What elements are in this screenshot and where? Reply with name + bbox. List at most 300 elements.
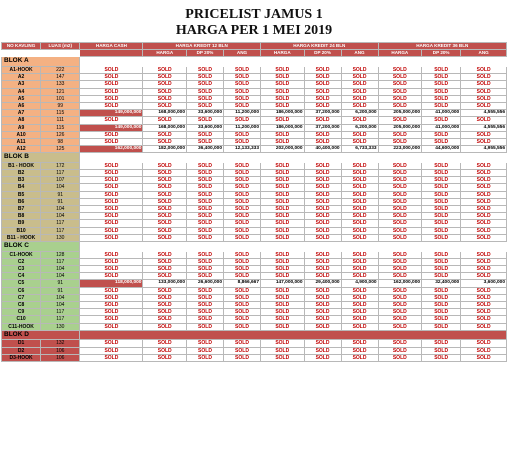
sold-cell: SOLD [341, 265, 378, 272]
sold-cell: SOLD [378, 227, 422, 234]
sold-cell: SOLD [224, 206, 261, 213]
sold-cell: SOLD [187, 206, 224, 213]
sold-cell: SOLD [304, 287, 341, 294]
unit-cell: B5 [2, 191, 41, 198]
sold-cell: SOLD [341, 227, 378, 234]
sold-cell: SOLD [143, 198, 187, 205]
sold-cell: SOLD [378, 131, 422, 138]
sold-cell: SOLD [143, 227, 187, 234]
sold-cell: SOLD [224, 287, 261, 294]
sold-cell: SOLD [378, 74, 422, 81]
unit-cell: B8 [2, 213, 41, 220]
unit-cell: A2 [2, 74, 41, 81]
sold-cell: SOLD [304, 354, 341, 361]
price-cell: 186,000,000 [261, 110, 305, 117]
sold-cell: SOLD [143, 177, 187, 184]
table-row [2, 323, 507, 330]
sold-cell: SOLD [378, 234, 422, 241]
sold-cell: SOLD [422, 220, 461, 227]
sold-cell: SOLD [422, 273, 461, 280]
sold-cell: SOLD [304, 198, 341, 205]
sold-cell: SOLD [261, 81, 305, 88]
sold-cell: SOLD [187, 302, 224, 309]
sold-cell: SOLD [341, 88, 378, 95]
sold-cell: SOLD [341, 138, 378, 145]
luas-cell: 130 [41, 234, 80, 241]
block-name: BLOK B [2, 153, 80, 163]
sold-cell: SOLD [143, 354, 187, 361]
luas-cell: 117 [41, 309, 80, 316]
price-cell: 11,200,000 [224, 124, 261, 131]
table-row [2, 302, 507, 309]
sold-cell: SOLD [261, 287, 305, 294]
sold-cell: SOLD [224, 347, 261, 354]
sold-cell: SOLD [224, 81, 261, 88]
table-row [2, 198, 507, 205]
sold-cell: SOLD [341, 95, 378, 102]
sold-cell: SOLD [261, 206, 305, 213]
table-row [2, 184, 507, 191]
sold-cell: SOLD [341, 347, 378, 354]
sold-cell: SOLD [80, 265, 143, 272]
luas-cell: 104 [41, 302, 80, 309]
price-cell: 182,000,000 [143, 146, 187, 153]
sold-cell: SOLD [422, 316, 461, 323]
price-cell: 37,200,000 [304, 110, 341, 117]
sold-cell: SOLD [422, 131, 461, 138]
sold-cell: SOLD [187, 170, 224, 177]
unit-cell: A9 [2, 124, 41, 131]
subheader-harga-12: HARGA [143, 50, 187, 57]
sold-cell: SOLD [224, 138, 261, 145]
sold-cell: SOLD [461, 213, 507, 220]
sold-cell: SOLD [304, 227, 341, 234]
table-row [2, 213, 507, 220]
sold-cell: SOLD [143, 66, 187, 73]
sold-cell: SOLD [341, 117, 378, 124]
cash-price-cell: 149,000,000 [80, 110, 143, 117]
sold-cell: SOLD [224, 198, 261, 205]
sold-cell: SOLD [422, 162, 461, 169]
page-subtitle: HARGA PER 1 MEI 2019 [175, 23, 333, 38]
sold-cell: SOLD [378, 287, 422, 294]
sold-cell: SOLD [304, 138, 341, 145]
header-row [2, 43, 507, 50]
sold-cell: SOLD [143, 74, 187, 81]
subheader-dp-24: DP 20% [304, 50, 341, 57]
table-row [2, 220, 507, 227]
sold-cell: SOLD [143, 309, 187, 316]
sold-cell: SOLD [224, 191, 261, 198]
luas-cell: 117 [41, 258, 80, 265]
price-cell: 3,600,000 [461, 280, 507, 287]
sold-cell: SOLD [143, 340, 187, 347]
sold-cell: SOLD [304, 88, 341, 95]
sold-cell: SOLD [378, 88, 422, 95]
sold-cell: SOLD [80, 227, 143, 234]
price-cell: 29,400,000 [304, 280, 341, 287]
sold-cell: SOLD [80, 251, 143, 258]
sold-cell: SOLD [422, 191, 461, 198]
luas-cell: 104 [41, 184, 80, 191]
header-kredit-36: HARGA KREDIT 36 BLN [378, 43, 506, 50]
unit-cell: A11 [2, 138, 41, 145]
sold-cell: SOLD [143, 206, 187, 213]
luas-cell: 104 [41, 213, 80, 220]
sold-cell: SOLD [461, 162, 507, 169]
unit-cell: C9 [2, 309, 41, 316]
sold-cell: SOLD [304, 251, 341, 258]
sold-cell: SOLD [143, 184, 187, 191]
unit-cell: A5 [2, 95, 41, 102]
sold-cell: SOLD [80, 95, 143, 102]
header-unit: NO KAVLING [2, 43, 41, 50]
luas-cell: 99 [41, 102, 80, 109]
block-header-fill [80, 242, 507, 252]
sold-cell: SOLD [80, 191, 143, 198]
luas-cell: 126 [41, 131, 80, 138]
block-header-row [2, 242, 507, 252]
sold-cell: SOLD [304, 117, 341, 124]
sold-cell: SOLD [341, 102, 378, 109]
luas-cell: 104 [41, 206, 80, 213]
sold-cell: SOLD [143, 170, 187, 177]
unit-cell: A3 [2, 81, 41, 88]
sold-cell: SOLD [304, 213, 341, 220]
sold-cell: SOLD [80, 74, 143, 81]
luas-cell: 117 [41, 220, 80, 227]
sold-cell: SOLD [261, 302, 305, 309]
price-cell: 6,200,000 [341, 124, 378, 131]
sold-cell: SOLD [304, 323, 341, 330]
table-row [2, 227, 507, 234]
price-cell: 205,000,000 [378, 124, 422, 131]
luas-cell: 104 [41, 294, 80, 301]
sold-cell: SOLD [187, 294, 224, 301]
unit-cell: B1 - HOOK [2, 162, 41, 169]
price-cell: 186,000,000 [261, 124, 305, 131]
sold-cell: SOLD [341, 74, 378, 81]
sold-cell: SOLD [187, 309, 224, 316]
sold-cell: SOLD [422, 234, 461, 241]
sold-cell: SOLD [143, 102, 187, 109]
price-cell: 37,200,000 [304, 124, 341, 131]
luas-cell: 104 [41, 273, 80, 280]
sold-cell: SOLD [378, 323, 422, 330]
sold-cell: SOLD [143, 138, 187, 145]
sold-cell: SOLD [143, 95, 187, 102]
sold-cell: SOLD [422, 95, 461, 102]
table-row [2, 110, 507, 117]
subheader-ang-12: ANG [224, 50, 261, 57]
sold-cell: SOLD [422, 227, 461, 234]
block-header-fill [80, 57, 507, 67]
sold-cell: SOLD [224, 309, 261, 316]
sold-cell: SOLD [461, 184, 507, 191]
sold-cell: SOLD [261, 347, 305, 354]
table-row [2, 309, 507, 316]
sold-cell: SOLD [187, 177, 224, 184]
sold-cell: SOLD [224, 66, 261, 73]
sold-cell: SOLD [304, 206, 341, 213]
sold-cell: SOLD [80, 294, 143, 301]
sold-cell: SOLD [461, 251, 507, 258]
header-cash: HARGA CASH [80, 43, 143, 50]
sold-cell: SOLD [378, 294, 422, 301]
sold-cell: SOLD [80, 309, 143, 316]
sold-cell: SOLD [261, 162, 305, 169]
sold-cell: SOLD [422, 302, 461, 309]
sold-cell: SOLD [304, 177, 341, 184]
price-cell: 32,400,000 [422, 280, 461, 287]
table-row [2, 131, 507, 138]
sold-cell: SOLD [80, 287, 143, 294]
unit-cell: C11-HOOK [2, 323, 41, 330]
unit-cell: B7 [2, 206, 41, 213]
sold-cell: SOLD [80, 347, 143, 354]
price-cell: 4,900,000 [341, 280, 378, 287]
sold-cell: SOLD [261, 340, 305, 347]
unit-cell: D3-HOOK [2, 354, 41, 361]
sold-cell: SOLD [422, 102, 461, 109]
sold-cell: SOLD [341, 354, 378, 361]
sold-cell: SOLD [261, 95, 305, 102]
sold-cell: SOLD [143, 258, 187, 265]
sold-cell: SOLD [187, 287, 224, 294]
sold-cell: SOLD [261, 294, 305, 301]
luas-cell: 107 [41, 177, 80, 184]
luas-cell: 117 [41, 170, 80, 177]
sold-cell: SOLD [143, 302, 187, 309]
sold-cell: SOLD [378, 117, 422, 124]
sold-cell: SOLD [187, 95, 224, 102]
table-row [2, 117, 507, 124]
price-cell: 6,733,333 [341, 146, 378, 153]
sold-cell: SOLD [143, 234, 187, 241]
sold-cell: SOLD [422, 309, 461, 316]
unit-cell: A4 [2, 88, 41, 95]
sold-cell: SOLD [378, 220, 422, 227]
luas-cell: 106 [41, 354, 80, 361]
table-row [2, 273, 507, 280]
unit-cell: B10 [2, 227, 41, 234]
table-row [2, 66, 507, 73]
sold-cell: SOLD [378, 191, 422, 198]
sold-cell: SOLD [224, 234, 261, 241]
sold-cell: SOLD [341, 234, 378, 241]
sold-cell: SOLD [422, 206, 461, 213]
sold-cell: SOLD [224, 258, 261, 265]
sold-cell: SOLD [378, 170, 422, 177]
unit-cell: B3 [2, 177, 41, 184]
sold-cell: SOLD [224, 131, 261, 138]
sold-cell: SOLD [143, 273, 187, 280]
sold-cell: SOLD [341, 170, 378, 177]
sold-cell: SOLD [341, 213, 378, 220]
sold-cell: SOLD [304, 347, 341, 354]
sold-cell: SOLD [461, 294, 507, 301]
sold-cell: SOLD [261, 316, 305, 323]
sold-cell: SOLD [143, 162, 187, 169]
luas-cell: 91 [41, 191, 80, 198]
sold-cell: SOLD [224, 273, 261, 280]
sold-cell: SOLD [80, 258, 143, 265]
sold-cell: SOLD [187, 117, 224, 124]
sold-cell: SOLD [224, 316, 261, 323]
sold-cell: SOLD [422, 258, 461, 265]
sold-cell: SOLD [461, 354, 507, 361]
sold-cell: SOLD [341, 191, 378, 198]
cash-price-cell: 162,000,000 [80, 146, 143, 153]
sold-cell: SOLD [187, 131, 224, 138]
header-luas: LUAS (m2) [41, 43, 80, 50]
unit-cell: C8 [2, 302, 41, 309]
sold-cell: SOLD [341, 162, 378, 169]
unit-cell: B11 - HOOK [2, 234, 41, 241]
sold-cell: SOLD [304, 74, 341, 81]
luas-cell: 125 [41, 146, 80, 153]
table-row [2, 258, 507, 265]
sold-cell: SOLD [224, 323, 261, 330]
sold-cell: SOLD [461, 220, 507, 227]
price-cell: 11,200,000 [224, 110, 261, 117]
sold-cell: SOLD [341, 340, 378, 347]
sold-cell: SOLD [461, 74, 507, 81]
unit-cell: C10 [2, 316, 41, 323]
sold-cell: SOLD [80, 117, 143, 124]
sold-cell: SOLD [304, 258, 341, 265]
sold-cell: SOLD [80, 138, 143, 145]
unit-cell: C7 [2, 294, 41, 301]
price-cell: 202,000,000 [261, 146, 305, 153]
sold-cell: SOLD [461, 234, 507, 241]
sold-cell: SOLD [187, 138, 224, 145]
sold-cell: SOLD [187, 74, 224, 81]
sold-cell: SOLD [378, 347, 422, 354]
unit-cell: D1 [2, 340, 41, 347]
table-row [2, 206, 507, 213]
unit-cell: B6 [2, 198, 41, 205]
sold-cell: SOLD [422, 184, 461, 191]
luas-cell: 91 [41, 287, 80, 294]
block-header-row [2, 153, 507, 163]
sold-cell: SOLD [261, 177, 305, 184]
sold-cell: SOLD [304, 191, 341, 198]
unit-cell: B9 [2, 220, 41, 227]
sold-cell: SOLD [378, 273, 422, 280]
luas-cell: 115 [41, 124, 80, 131]
sold-cell: SOLD [224, 170, 261, 177]
table-row [2, 340, 507, 347]
sold-cell: SOLD [187, 340, 224, 347]
sold-cell: SOLD [422, 354, 461, 361]
sold-cell: SOLD [224, 354, 261, 361]
sold-cell: SOLD [461, 302, 507, 309]
table-row [2, 347, 507, 354]
sold-cell: SOLD [80, 354, 143, 361]
sold-cell: SOLD [461, 265, 507, 272]
sold-cell: SOLD [261, 323, 305, 330]
price-cell: 8,866,667 [224, 280, 261, 287]
sold-cell: SOLD [304, 170, 341, 177]
sold-cell: SOLD [461, 287, 507, 294]
subheader-ang-36: ANG [461, 50, 507, 57]
luas-cell: 132 [41, 340, 80, 347]
table-row [2, 294, 507, 301]
table-row [2, 234, 507, 241]
sold-cell: SOLD [187, 102, 224, 109]
unit-cell: C4 [2, 273, 41, 280]
sold-cell: SOLD [378, 66, 422, 73]
sold-cell: SOLD [461, 206, 507, 213]
sold-cell: SOLD [143, 316, 187, 323]
sold-cell: SOLD [378, 162, 422, 169]
sold-cell: SOLD [187, 316, 224, 323]
unit-cell: C5 [2, 280, 41, 287]
sold-cell: SOLD [378, 251, 422, 258]
price-cell: 33,600,000 [187, 124, 224, 131]
sold-cell: SOLD [341, 184, 378, 191]
price-cell: 41,000,000 [422, 124, 461, 131]
sold-cell: SOLD [80, 81, 143, 88]
sold-cell: SOLD [187, 265, 224, 272]
price-cell: 168,000,000 [143, 124, 187, 131]
table-row [2, 74, 507, 81]
luas-cell: 115 [41, 110, 80, 117]
sold-cell: SOLD [341, 273, 378, 280]
sold-cell: SOLD [261, 213, 305, 220]
sold-cell: SOLD [80, 184, 143, 191]
subheader-cash-blank [80, 50, 143, 57]
sold-cell: SOLD [304, 302, 341, 309]
sold-cell: SOLD [261, 74, 305, 81]
sold-cell: SOLD [422, 74, 461, 81]
sold-cell: SOLD [461, 88, 507, 95]
sold-cell: SOLD [422, 323, 461, 330]
sold-cell: SOLD [224, 88, 261, 95]
price-cell: 205,000,000 [378, 110, 422, 117]
sold-cell: SOLD [422, 251, 461, 258]
sold-cell: SOLD [187, 234, 224, 241]
price-cell: 4,555,556 [461, 110, 507, 117]
sold-cell: SOLD [187, 198, 224, 205]
sold-cell: SOLD [378, 81, 422, 88]
sold-cell: SOLD [378, 340, 422, 347]
table-row [2, 102, 507, 109]
block-header-fill [80, 153, 507, 163]
block-name: BLOK C [2, 242, 80, 252]
sold-cell: SOLD [187, 220, 224, 227]
sold-cell: SOLD [461, 198, 507, 205]
sold-cell: SOLD [261, 251, 305, 258]
table-row [2, 191, 507, 198]
cash-price-cell: 118,000,000 [80, 280, 143, 287]
sold-cell: SOLD [461, 227, 507, 234]
sold-cell: SOLD [187, 347, 224, 354]
sold-cell: SOLD [80, 177, 143, 184]
sold-cell: SOLD [461, 95, 507, 102]
sold-cell: SOLD [422, 66, 461, 73]
sold-cell: SOLD [304, 265, 341, 272]
sold-cell: SOLD [224, 102, 261, 109]
block-header-row [2, 330, 507, 340]
sold-cell: SOLD [422, 294, 461, 301]
sold-cell: SOLD [378, 198, 422, 205]
table-row [2, 138, 507, 145]
sold-cell: SOLD [187, 66, 224, 73]
sold-cell: SOLD [80, 198, 143, 205]
sold-cell: SOLD [224, 95, 261, 102]
